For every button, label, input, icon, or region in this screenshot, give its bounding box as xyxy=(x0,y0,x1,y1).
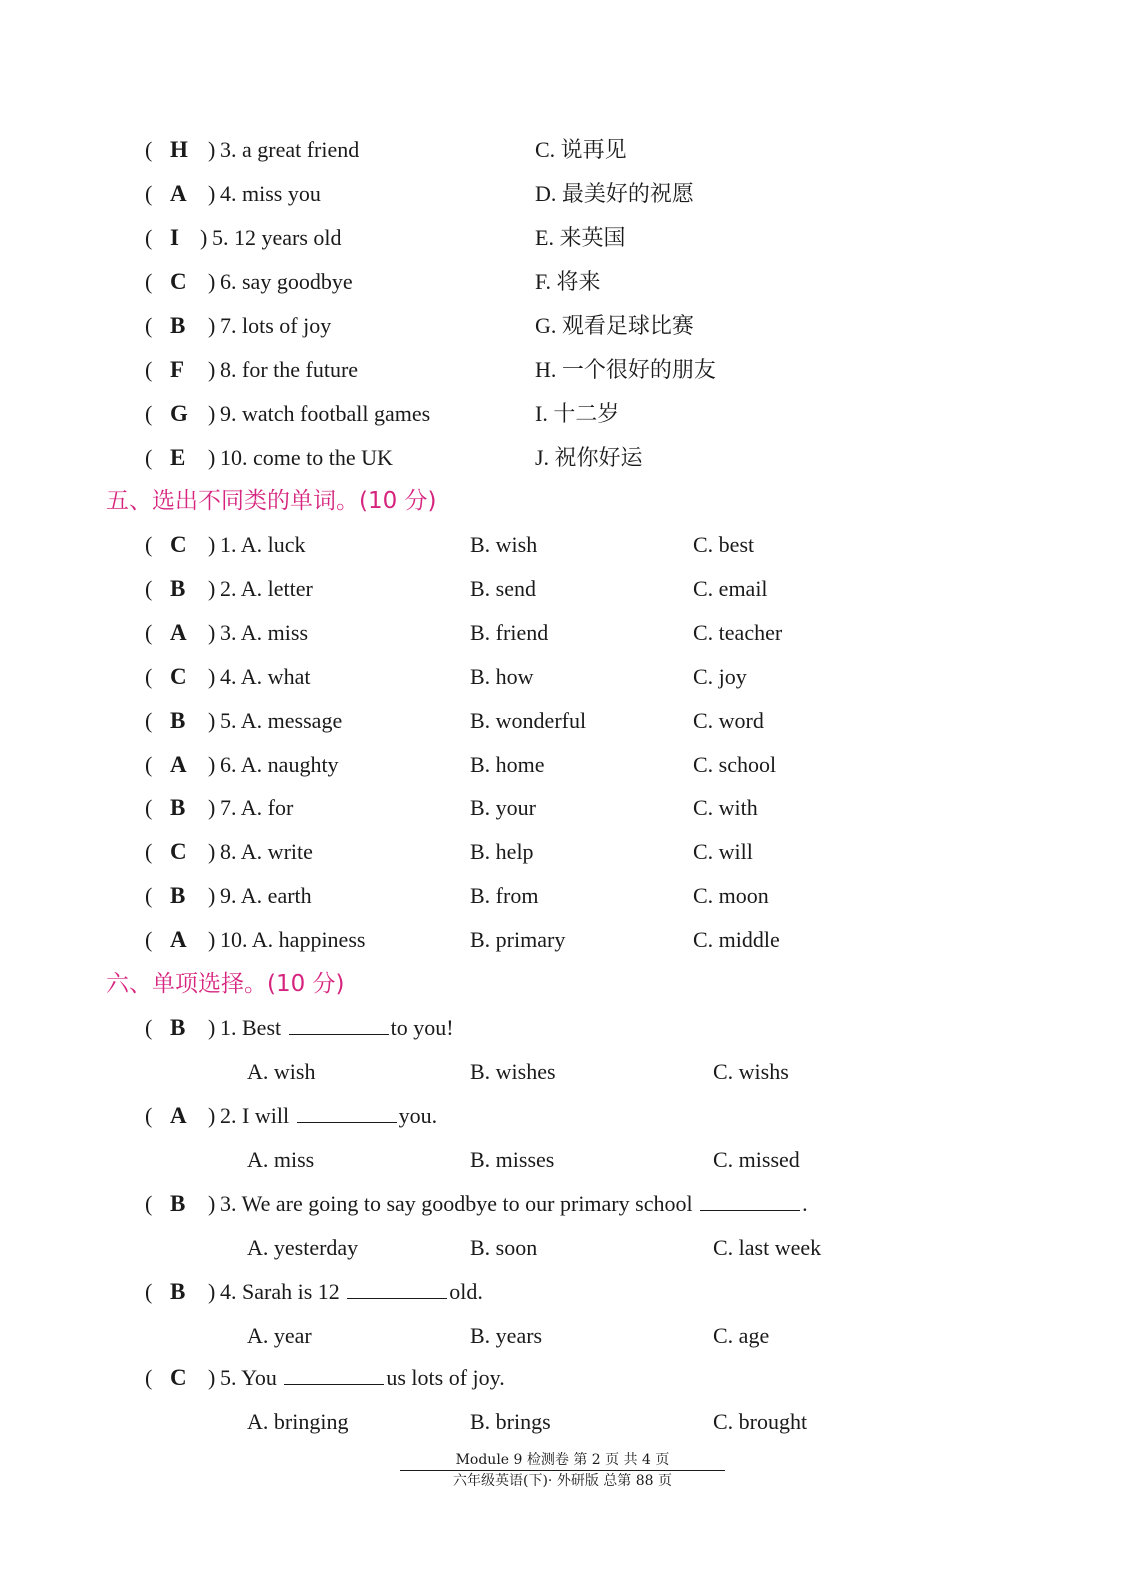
option-a: 7. A. for xyxy=(220,795,294,820)
paren-open: ( xyxy=(145,576,153,601)
odd-one-out-row xyxy=(0,786,1128,830)
option-c: C. best xyxy=(693,532,755,557)
option-c: C. wishs xyxy=(713,1059,789,1084)
odd-one-out-row xyxy=(0,699,1128,743)
option-b: B. your xyxy=(470,795,536,820)
option-a: 9. A. earth xyxy=(220,883,312,908)
question-text: 8. for the future xyxy=(220,357,359,382)
match-row-7 xyxy=(0,304,1128,348)
paren-close: ) xyxy=(208,181,216,206)
option-a: A. yesterday xyxy=(247,1235,359,1260)
paren-close: ) xyxy=(208,1191,216,1216)
option-b: B. brings xyxy=(470,1409,551,1434)
answer: B xyxy=(170,313,186,338)
paren-close: ) xyxy=(208,1015,216,1040)
mc-options xyxy=(0,1226,1128,1270)
odd-one-out-row xyxy=(0,523,1128,567)
option-b: B. wishes xyxy=(470,1059,556,1084)
paren-open: ( xyxy=(145,181,153,206)
option-c: C. age xyxy=(713,1323,770,1348)
answer: B xyxy=(170,576,186,601)
paren-close: ) xyxy=(200,225,208,250)
option-a: 6. A. naughty xyxy=(220,752,339,777)
footer-line-2: 六年级英语(下)· 外研版 总第 88 页 xyxy=(453,1473,672,1489)
answer: A xyxy=(170,181,187,206)
odd-one-out-row xyxy=(0,743,1128,787)
option-c: C. joy xyxy=(693,664,747,689)
odd-one-out-row xyxy=(0,874,1128,918)
option-b: B. how xyxy=(470,664,534,689)
option-a: 10. A. happiness xyxy=(220,927,366,952)
answer-blank xyxy=(347,1272,447,1299)
option-a: A. miss xyxy=(247,1147,315,1172)
paren-close: ) xyxy=(208,883,216,908)
paren-open: ( xyxy=(145,1191,153,1216)
answer-blank xyxy=(289,1008,389,1035)
paren-open: ( xyxy=(145,883,153,908)
option-c: C. school xyxy=(693,752,777,777)
paren-open: ( xyxy=(145,401,153,426)
question-stem: 2. I will you. xyxy=(220,1094,437,1138)
question-text: 4. miss you xyxy=(220,181,321,206)
option-c: C. last week xyxy=(713,1235,822,1260)
option-b: B. send xyxy=(470,576,536,601)
option-b: B. misses xyxy=(470,1147,555,1172)
paren-close: ) xyxy=(208,620,216,645)
option-c: C. will xyxy=(693,839,753,864)
option-b: B. from xyxy=(470,883,539,908)
paren-close: ) xyxy=(208,752,216,777)
answer-blank xyxy=(284,1358,384,1385)
answer: C xyxy=(170,1365,187,1390)
answer-blank xyxy=(297,1096,397,1123)
paren-open: ( xyxy=(145,664,153,689)
mc-question xyxy=(0,1006,1128,1050)
odd-one-out-row xyxy=(0,611,1128,655)
match-option: E. 来英国 xyxy=(535,225,626,250)
match-option: I. 十二岁 xyxy=(535,401,620,426)
paren-close: ) xyxy=(208,401,216,426)
paren-open: ( xyxy=(145,1103,153,1128)
mc-options xyxy=(0,1050,1128,1094)
mc-question xyxy=(0,1270,1128,1314)
paren-open: ( xyxy=(145,927,153,952)
paren-close: ) xyxy=(208,708,216,733)
section-6-title: 六、单项选择。(10 分) xyxy=(106,971,345,997)
paren-open: ( xyxy=(145,1365,153,1390)
answer: F xyxy=(170,357,185,382)
match-option: C. 说再见 xyxy=(535,137,627,162)
match-row-3 xyxy=(0,128,1128,172)
mc-question xyxy=(0,1356,1128,1400)
answer: C xyxy=(170,532,187,557)
question-stem: 5. You us lots of joy. xyxy=(220,1356,505,1400)
answer: A xyxy=(170,752,187,777)
paren-close: ) xyxy=(208,1279,216,1304)
paren-close: ) xyxy=(208,357,216,382)
answer: A xyxy=(170,1103,187,1128)
option-a: 2. A. letter xyxy=(220,576,313,601)
option-b: B. primary xyxy=(470,927,566,952)
paren-close: ) xyxy=(208,576,216,601)
answer: A xyxy=(170,927,187,952)
match-row-4 xyxy=(0,172,1128,216)
question-text: 3. a great friend xyxy=(220,137,360,162)
paren-close: ) xyxy=(208,313,216,338)
answer: G xyxy=(170,401,188,426)
paren-open: ( xyxy=(145,313,153,338)
paren-open: ( xyxy=(145,1279,153,1304)
paren-close: ) xyxy=(208,795,216,820)
answer: H xyxy=(170,137,188,162)
paren-open: ( xyxy=(145,620,153,645)
paren-open: ( xyxy=(145,137,153,162)
option-b: B. help xyxy=(470,839,534,864)
match-option: F. 将来 xyxy=(535,269,601,294)
mc-options xyxy=(0,1400,1128,1444)
question-text: 7. lots of joy xyxy=(220,313,332,338)
option-b: B. soon xyxy=(470,1235,538,1260)
option-c: C. word xyxy=(693,708,764,733)
mc-options xyxy=(0,1138,1128,1182)
option-c: C. teacher xyxy=(693,620,783,645)
paren-open: ( xyxy=(145,445,153,470)
match-row-6 xyxy=(0,260,1128,304)
paren-open: ( xyxy=(145,269,153,294)
paren-close: ) xyxy=(208,839,216,864)
mc-options xyxy=(0,1314,1128,1358)
answer: B xyxy=(170,708,186,733)
question-text: 10. come to the UK xyxy=(220,445,393,470)
answer: C xyxy=(170,839,187,864)
question-text: 5. 12 years old xyxy=(212,225,342,250)
mc-question xyxy=(0,1094,1128,1138)
answer: E xyxy=(170,445,186,470)
paren-open: ( xyxy=(145,752,153,777)
option-a: 3. A. miss xyxy=(220,620,309,645)
option-b: B. wonderful xyxy=(470,708,587,733)
option-a: 5. A. message xyxy=(220,708,343,733)
section-5-title: 五、选出不同类的单词。(10 分) xyxy=(106,488,437,514)
match-option: H. 一个很好的朋友 xyxy=(535,357,716,382)
answer: A xyxy=(170,620,187,645)
option-c: C. middle xyxy=(693,927,780,952)
answer-blank xyxy=(700,1184,800,1211)
match-row-5 xyxy=(0,216,1128,260)
match-row-9 xyxy=(0,392,1128,436)
question-stem: 1. Best to you! xyxy=(220,1006,454,1050)
paren-close: ) xyxy=(208,532,216,557)
paren-close: ) xyxy=(208,445,216,470)
paren-close: ) xyxy=(208,137,216,162)
odd-one-out-row xyxy=(0,830,1128,874)
odd-one-out-row xyxy=(0,918,1128,962)
answer: B xyxy=(170,795,186,820)
paren-open: ( xyxy=(145,795,153,820)
answer: C xyxy=(170,664,187,689)
option-b: B. friend xyxy=(470,620,549,645)
question-stem: 3. We are going to say goodbye to our primary school . xyxy=(220,1182,808,1226)
answer: I xyxy=(170,225,179,250)
option-c: C. email xyxy=(693,576,768,601)
option-c: C. with xyxy=(693,795,758,820)
paren-close: ) xyxy=(208,269,216,294)
option-b: B. wish xyxy=(470,532,538,557)
question-stem: 4. Sarah is 12 old. xyxy=(220,1270,483,1314)
match-option: D. 最美好的祝愿 xyxy=(535,181,694,206)
answer: C xyxy=(170,269,187,294)
answer: B xyxy=(170,883,186,908)
option-a: 1. A. luck xyxy=(220,532,306,557)
option-a: A. year xyxy=(247,1323,312,1348)
match-option: J. 祝你好运 xyxy=(535,445,643,470)
question-text: 6. say goodbye xyxy=(220,269,353,294)
paren-open: ( xyxy=(145,532,153,557)
option-a: A. bringing xyxy=(247,1409,349,1434)
paren-close: ) xyxy=(208,1103,216,1128)
paren-open: ( xyxy=(145,357,153,382)
answer: B xyxy=(170,1015,186,1040)
option-c: C. missed xyxy=(713,1147,800,1172)
odd-one-out-row xyxy=(0,567,1128,611)
paren-open: ( xyxy=(145,1015,153,1040)
answer: B xyxy=(170,1191,186,1216)
odd-one-out-row xyxy=(0,655,1128,699)
paren-close: ) xyxy=(208,927,216,952)
match-option: G. 观看足球比赛 xyxy=(535,313,694,338)
option-b: B. home xyxy=(470,752,545,777)
paren-open: ( xyxy=(145,708,153,733)
option-a: 8. A. write xyxy=(220,839,313,864)
paren-close: ) xyxy=(208,1365,216,1390)
option-a: 4. A. what xyxy=(220,664,311,689)
answer: B xyxy=(170,1279,186,1304)
paren-close: ) xyxy=(208,664,216,689)
match-row-8 xyxy=(0,348,1128,392)
paren-open: ( xyxy=(145,839,153,864)
option-a: A. wish xyxy=(247,1059,316,1084)
option-b: B. years xyxy=(470,1323,543,1348)
page-footer xyxy=(400,1450,725,1491)
match-row-10 xyxy=(0,436,1128,480)
mc-question xyxy=(0,1182,1128,1226)
option-c: C. brought xyxy=(713,1409,808,1434)
footer-line-1: Module 9 检测卷 第 2 页 共 4 页 xyxy=(400,1450,725,1471)
option-c: C. moon xyxy=(693,883,769,908)
question-text: 9. watch football games xyxy=(220,401,431,426)
paren-open: ( xyxy=(145,225,153,250)
